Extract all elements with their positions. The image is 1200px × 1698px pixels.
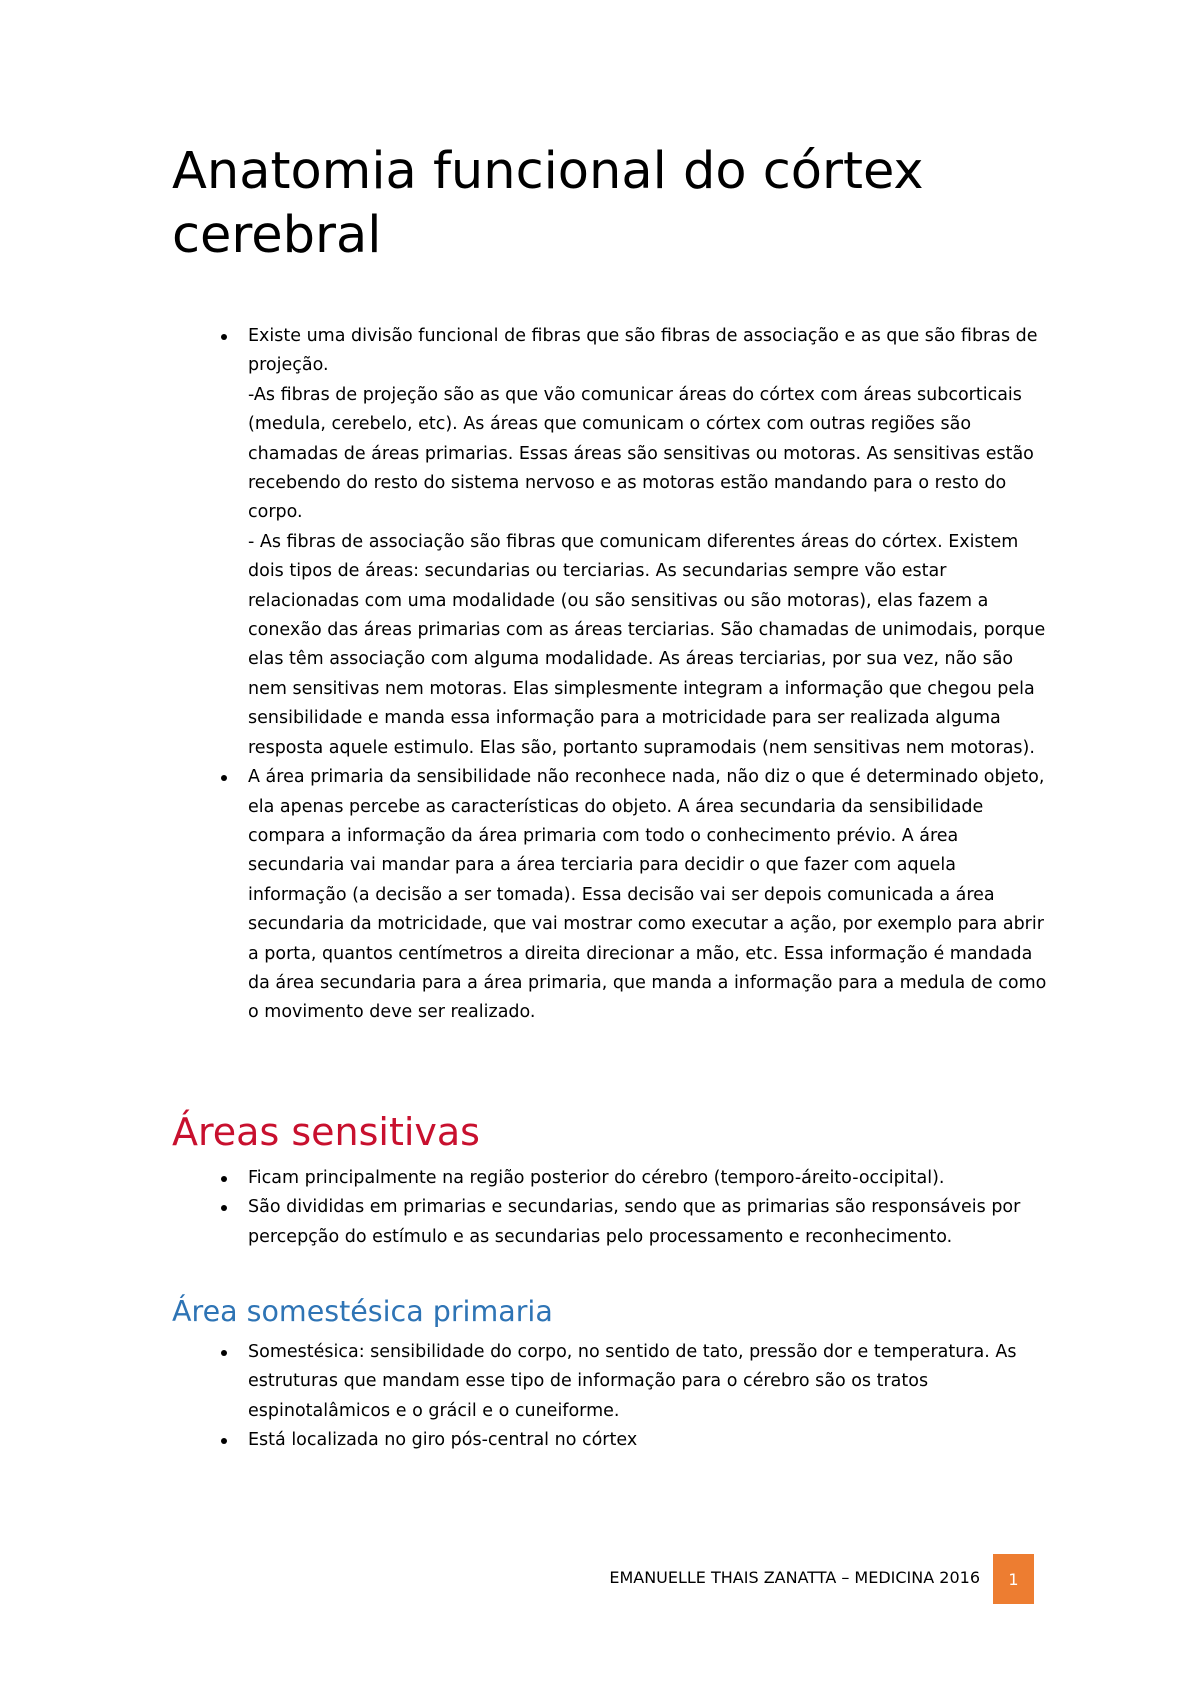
list-item	[172, 322, 1052, 763]
list-item	[172, 1164, 1052, 1193]
paragraph: -As fibras de projeção são as que vão comunicar áreas do córtex com áreas subcorticais (medula, cerebelo, etc). As áreas que comunicam o córtex com outras regiões são chamadas de áreas primarias. Essas áreas são sensitivas ou motoras. As sensitivas estão recebendo do resto do sistema nervoso e as motoras estão mandando para o resto do corpo.	[248, 384, 1034, 523]
bullet-icon	[221, 1438, 227, 1444]
bullet-icon	[221, 334, 227, 340]
list-item	[172, 763, 1052, 1028]
paragraph: São divididas em primarias e secundarias, sendo que as primarias são responsáveis por percepção do estímulo e as secundarias pelo processamento e reconhecimento.	[248, 1197, 1021, 1247]
paragraph: - As fibras de associação são fibras que comunicam diferentes áreas do córtex. Existem dois tipos de áreas: secundarias ou terciarias. As secundarias sempre vão estar relacionadas com uma modalidade (ou são sensitivas ou são motoras), elas fazem a conexão das áreas primarias com as áreas terciarias. São chamadas de unimodais, porque elas têm associação com alguma modalidade. As áreas terciarias, por sua vez, não são nem sensitivas nem motoras. Elas simplesmente integram a informação que chegou pela sensibilidade e manda essa informação para a motricidade para ser realizada alguma resposta aquele estimulo. Elas são, portanto supramodais (nem sensitivas nem motoras).	[248, 531, 1046, 758]
section1-bullet-list	[172, 1164, 1052, 1252]
paragraph: Somestésica: sensibilidade do corpo, no sentido de tato, pressão dor e temperatura. As estruturas que mandam esse tipo de informação para o cérebro são os tratos espinotalâmicos e o grácil e o cuneiforme.	[248, 1342, 1017, 1421]
document-title: Anatomia funcional do córtex cerebral	[172, 142, 924, 265]
bullet-icon	[221, 1350, 227, 1356]
paragraph: Está localizada no giro pós-central no córtex	[248, 1430, 638, 1451]
bullet-icon	[221, 1176, 227, 1182]
page-number-badge: 1	[993, 1554, 1034, 1604]
paragraph: Existe uma divisão funcional de fibras que são fibras de associação e as que são fibras de projeção.	[248, 326, 1038, 376]
intro-bullet-list	[172, 322, 1052, 1028]
section-heading-areas-sensitivas: Áreas sensitivas	[172, 1110, 480, 1154]
list-item	[172, 1338, 1052, 1426]
list-item	[172, 1193, 1052, 1252]
paragraph: A área primaria da sensibilidade não reconhece nada, não diz o que é determinado objeto, ela apenas percebe as características do objeto. A área secundaria da sensibilidade compara a informação da área primaria com todo o conhecimento prévio. A área secundaria vai mandar para a área terciaria para decidir o que fazer com aquela informação (a decisão a ser tomada). Essa decisão vai ser depois comunicada a área secundaria da motricidade, que vai mostrar como executar a ação, por exemplo para abrir a porta, quantos centímetros a direita direcionar a mão, etc. Essa informação é mandada da área secundaria para a área primaria, que manda a informação para a medula de como o movimento deve ser realizado.	[248, 767, 1047, 1023]
list-item	[172, 1426, 1052, 1455]
section2-bullet-list	[172, 1338, 1052, 1456]
bullet-icon	[221, 1205, 227, 1211]
section-heading-area-somestesica: Área somestésica primaria	[172, 1295, 553, 1328]
paragraph: Ficam principalmente na região posterior do cérebro (temporo-áreito-occipital).	[248, 1168, 945, 1188]
bullet-icon	[221, 775, 227, 781]
footer-author: EMANUELLE THAIS ZANATTA – MEDICINA 2016	[609, 1568, 980, 1587]
